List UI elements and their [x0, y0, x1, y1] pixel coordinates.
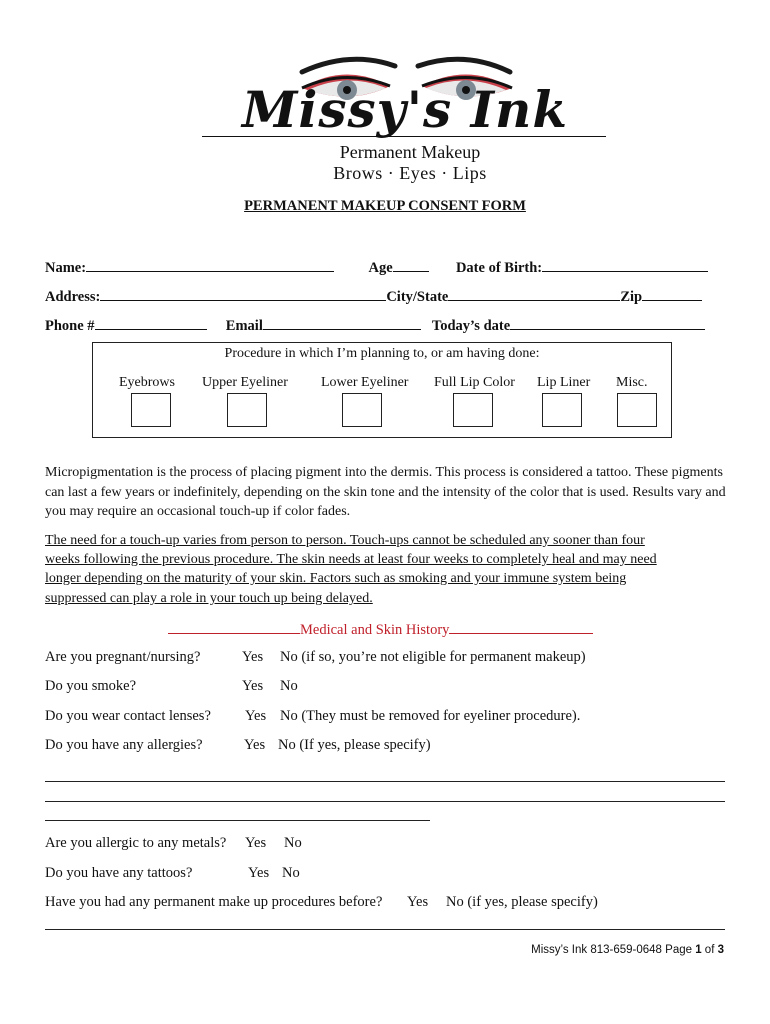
question-text: Are you pregnant/nursing? [45, 649, 201, 665]
name-label: Name: [45, 260, 87, 276]
touchup-line-3: longer depending on the maturity of your skin. Factors such as smoking and your immune system being [45, 571, 627, 586]
answer-no[interactable]: No (if yes, please specify) [446, 894, 598, 910]
answer-no[interactable]: No [284, 835, 302, 851]
full-lip-color-checkbox[interactable] [453, 393, 493, 427]
medical-heading-text: Medical and Skin History [300, 622, 450, 638]
zip-label: Zip [620, 289, 643, 305]
allergy-specify-line-1[interactable] [45, 781, 725, 782]
question-allergies: Do you have any allergies? [45, 737, 203, 753]
footer [440, 944, 724, 956]
question-contacts: Do you wear contact lenses? [45, 708, 211, 724]
micropigmentation-paragraph: Micropigmentation is the process of placing pigment into the dermis. This process is considered a tattoo. These pigments can last a few years or indefinitely, depending on the skin tone and the intensity of the color that is used. Results vary and you may require an occasional touch-up if color fades. [45, 465, 726, 519]
question-pregnant [45, 649, 200, 666]
logo-underline [202, 136, 606, 137]
address-row [45, 286, 725, 306]
lip-liner-checkbox[interactable] [542, 393, 582, 427]
dob-input[interactable] [542, 257, 708, 272]
email-label: Email [225, 318, 263, 334]
name-row [45, 257, 725, 277]
answer-no[interactable]: No (if so, you’re not eligible for permanent makeup) [280, 649, 586, 665]
touchup-line-4: suppressed can play a role in your touch up being delayed. [45, 591, 373, 606]
address-input[interactable] [100, 286, 386, 301]
misc-checkbox[interactable] [617, 393, 657, 427]
option-label: Lip Liner [537, 375, 591, 390]
today-input[interactable] [510, 315, 705, 330]
phone-input[interactable] [95, 315, 207, 330]
dob-label: Date of Birth: [455, 260, 543, 276]
logo-brand: Missy's Ink [242, 80, 568, 139]
answer-yes[interactable]: Yes [242, 649, 264, 665]
phone-label: Phone # [45, 318, 95, 334]
medical-heading [168, 619, 604, 639]
allergy-specify-line-3[interactable] [45, 820, 430, 821]
name-input[interactable] [86, 257, 334, 272]
age-input[interactable] [393, 257, 429, 272]
contact-row [45, 315, 725, 335]
today-label: Today’s date [431, 318, 511, 334]
upper-eyeliner-checkbox[interactable] [227, 393, 267, 427]
city-state-label: City/State [386, 289, 449, 305]
question-tattoos: Do you have any tattoos? [45, 865, 193, 881]
footer-total: 3 [717, 944, 724, 956]
answer-yes[interactable]: Yes [244, 737, 266, 753]
answer-no[interactable]: No [280, 678, 298, 694]
option-label: Upper Eyeliner [202, 375, 288, 390]
procedure-box [92, 342, 672, 438]
question-metals: Are you allergic to any metals? [45, 835, 227, 851]
touchup-line-2: weeks following the previous procedure. The skin needs at least four weeks to completely heal and may need [45, 552, 657, 567]
heading-rule-right [449, 619, 593, 634]
option-label: Lower Eyeliner [321, 375, 409, 390]
procedure-heading: Procedure in which I’m planning to, or am having done: [224, 346, 540, 361]
email-input[interactable] [263, 315, 421, 330]
answer-no[interactable]: No [282, 865, 300, 881]
footer-prefix: Missy’s Ink 813-659-0648 Page [531, 944, 696, 956]
answer-yes[interactable]: Yes [242, 678, 264, 694]
form-title: PERMANENT MAKEUP CONSENT FORM [244, 198, 526, 214]
question-smoke: Do you smoke? [45, 678, 137, 694]
lower-eyeliner-checkbox[interactable] [342, 393, 382, 427]
address-label: Address: [45, 289, 101, 305]
age-label: Age [368, 260, 393, 276]
footer-of: of [701, 944, 718, 956]
logo [190, 50, 620, 190]
allergy-specify-line-2[interactable] [45, 801, 725, 802]
answer-no[interactable]: No (They must be removed for eyeliner procedure). [280, 708, 581, 724]
answer-no[interactable]: No (If yes, please specify) [278, 737, 431, 753]
logo-tagline-2: Brows · Eyes · Lips [333, 163, 487, 183]
answer-yes[interactable]: Yes [407, 894, 429, 910]
answer-yes[interactable]: Yes [245, 708, 267, 724]
city-state-input[interactable] [448, 286, 620, 301]
option-label: Misc. [616, 375, 648, 390]
option-label: Full Lip Color [434, 375, 515, 390]
eyebrows-checkbox[interactable] [131, 393, 171, 427]
answer-yes[interactable]: Yes [248, 865, 270, 881]
answer-yes[interactable]: Yes [245, 835, 267, 851]
touchup-line-1: The need for a touch-up varies from person to person. Touch-ups cannot be scheduled any sooner than four [45, 533, 645, 548]
question-prior-procedures: Have you had any permanent make up procedures before? [45, 894, 383, 910]
procedures-specify-line[interactable] [45, 929, 725, 930]
heading-rule-left [168, 619, 300, 634]
zip-input[interactable] [642, 286, 702, 301]
footer-page: 1 [695, 944, 702, 956]
option-label: Eyebrows [119, 375, 175, 390]
logo-tagline-1: Permanent Makeup [339, 142, 481, 162]
